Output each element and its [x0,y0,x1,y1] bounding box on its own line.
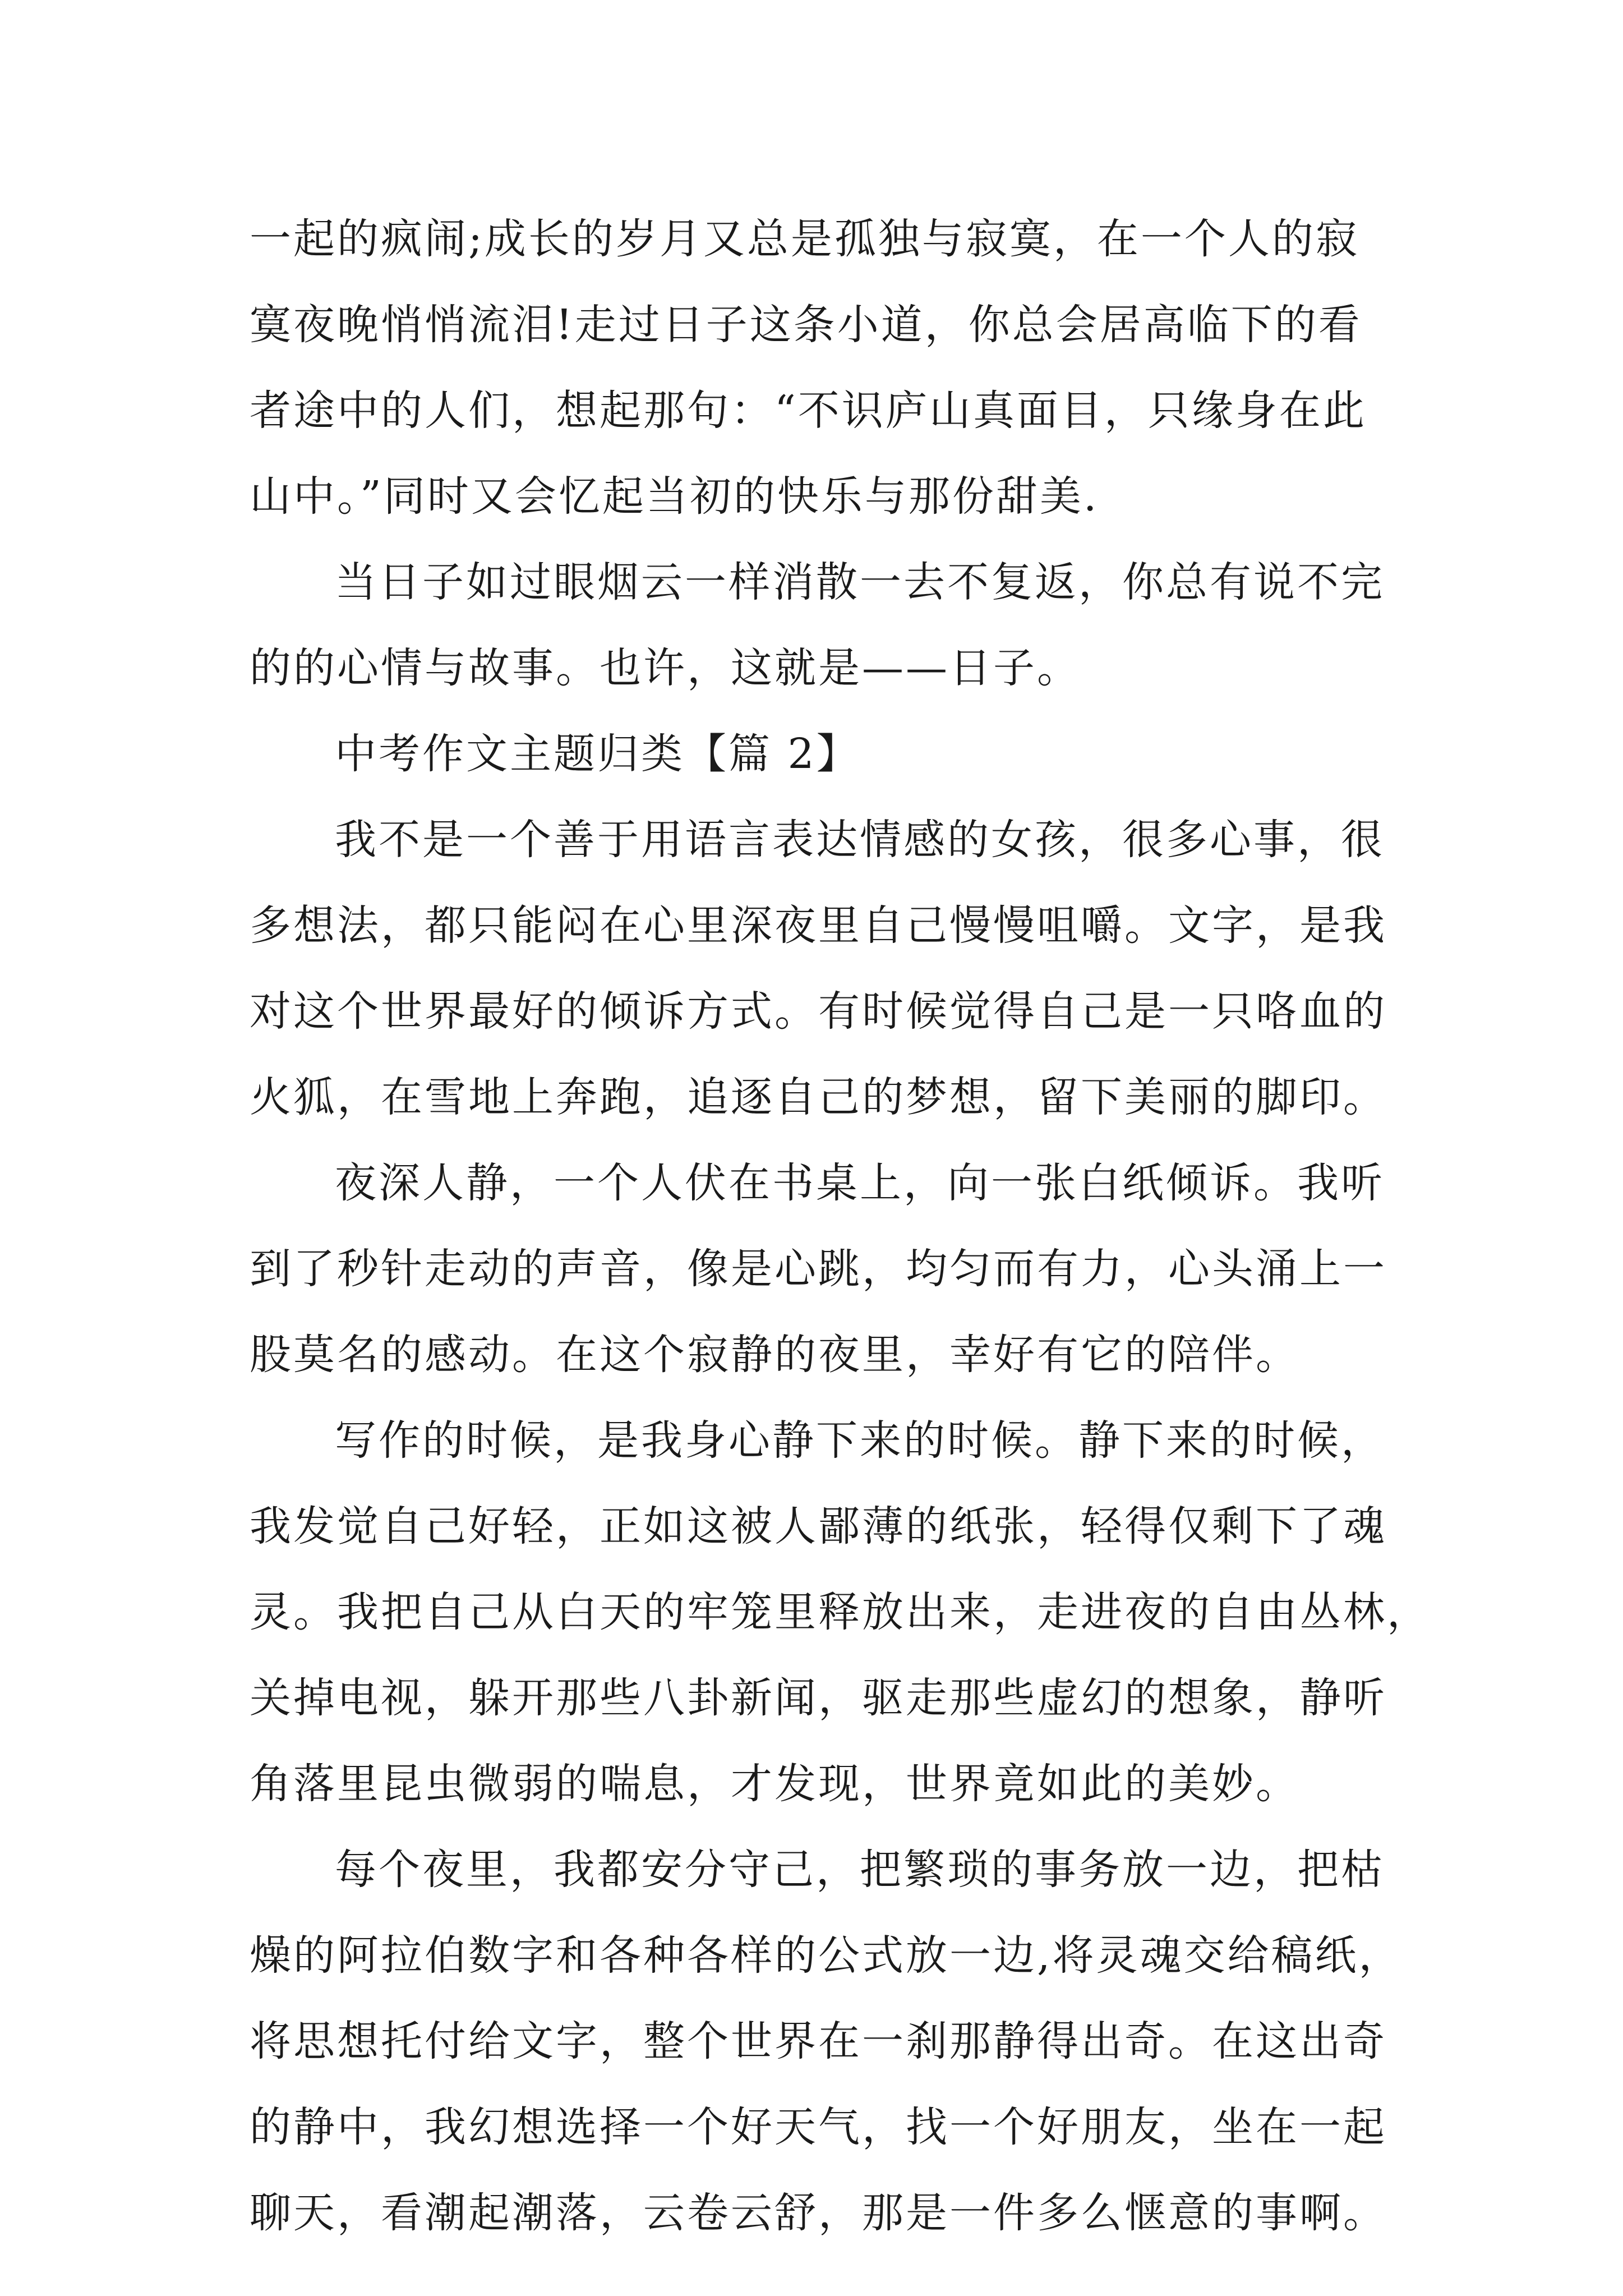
text-line: 灵。我把自己从白天的牢笼里释放出来，走进夜的自由丛林， [250,1588,1431,1636]
section-heading: 中考作文主题归类【篇 2】 [335,730,860,778]
paragraph-2 [250,540,1385,711]
text-line: 山中。”同时又会忆起当初的快乐与那份甜美. [250,472,1099,521]
text-line: 写作的时候，是我身心静下来的时候。静下来的时候， [335,1416,1385,1465]
paragraph-1 [250,196,1382,540]
paragraph-6 [250,1827,1403,2256]
paragraph-4 [250,1140,1387,1398]
text-line: 一起的疯闹;成长的岁月又总是孤独与寂寞，在一个人的寂 [250,215,1359,263]
text-line: 寞夜晚悄悄流泪!走过日子这条小道，你总会居高临下的看 [250,301,1362,349]
paragraph-3 [250,797,1387,1140]
text-line: 将思想托付给文字，整个世界在一刹那静得出奇。在这出奇 [250,2017,1387,2065]
text-line: 到了秒针走动的声音，像是心跳，均匀而有力，心头涌上一 [250,1245,1387,1293]
text-line: 燥的阿拉伯数字和各种各样的公式放一边,将灵魂交给稿纸， [250,1931,1403,1980]
text-line: 股莫名的感动。在这个寂静的夜里，幸好有它的陪伴。 [250,1331,1299,1379]
paragraph-5 [250,1398,1431,1827]
text-line: 者途中的人们，想起那句：“不识庐山真面目，只缘身在此 [250,386,1367,435]
text-line: 角落里昆虫微弱的喘息，才发现，世界竟如此的美妙。 [250,1760,1299,1808]
text-line: 夜深人静，一个人伏在书桌上，向一张白纸倾诉。我听 [335,1159,1385,1207]
text-line: 每个夜里，我都安分守己，把繁琐的事务放一边，把枯 [335,1846,1385,1894]
text-line: 我发觉自己好轻，正如这被人鄙薄的纸张，轻得仅剩下了魂 [250,1502,1387,1550]
text-line: 多想法，都只能闷在心里深夜里自己慢慢咀嚼。文字，是我 [250,901,1387,950]
text-line: 的静中，我幻想选择一个好天气，找一个好朋友，坐在一起 [250,2103,1387,2151]
text-line: 我不是一个善于用语言表达情感的女孩，很多心事，很 [335,816,1385,864]
text-line: 火狐，在雪地上奔跑，追逐自己的梦想，留下美丽的脚印。 [250,1073,1387,1121]
text-line: 关掉电视，躲开那些八卦新闻，驱走那些虚幻的想象，静听 [250,1674,1387,1722]
text-line: 聊天，看潮起潮落，云卷云舒，那是一件多么惬意的事啊。 [250,2189,1387,2237]
text-line: 的的心情与故事。也许，这就是——日子。 [250,644,1081,692]
document-body [250,196,1431,2256]
text-line: 当日子如过眼烟云一样消散一去不复返，你总有说不完 [335,558,1385,606]
text-line: 对这个世界最好的倾诉方式。有时候觉得自己是一只咯血的 [250,987,1387,1036]
